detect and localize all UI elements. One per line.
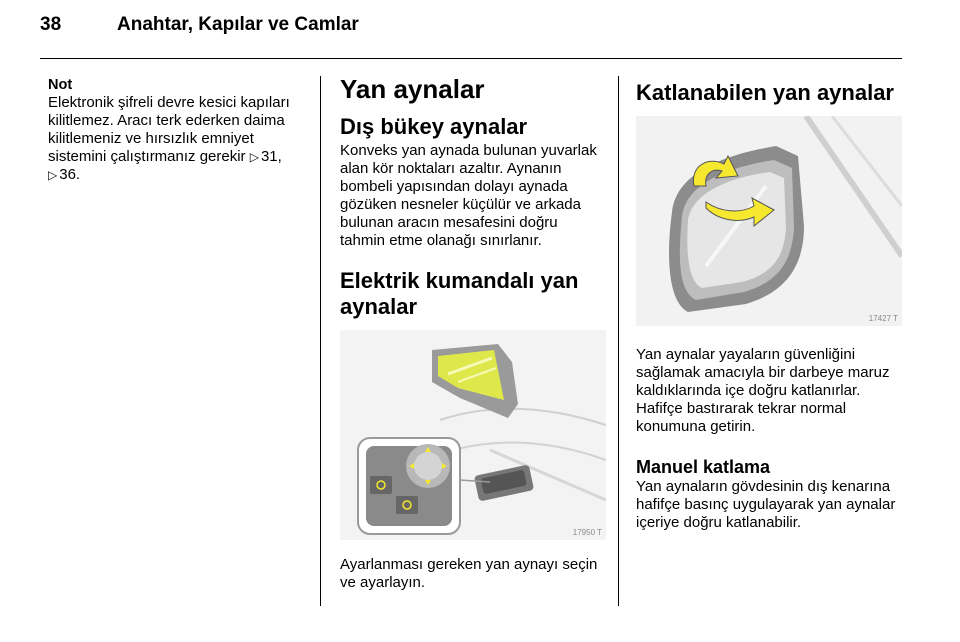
column-divider-1 (320, 76, 321, 606)
section-title-side-mirrors: Yan aynalar (340, 74, 485, 104)
column-divider-2 (618, 76, 619, 606)
mirror-switch-illustration (340, 330, 606, 540)
right-arrow-outline-icon: ▷ (249, 150, 259, 164)
reference-page-1: 31, (260, 148, 282, 165)
heading-manual-folding: Manuel katlama (636, 457, 771, 477)
convex-mirror-text: Konveks yan aynada bulunan yuvarlak alan kör noktaları azaltır. Aynanın bombeli yapısından dolayı aynada gözüken nesneler küçülür ve arkada bulunan aracın mesafesini doğru tahmin etme olanağı sınırlanır. (340, 142, 597, 249)
figure-code: 17427 T (868, 314, 898, 323)
heading-convex-mirrors: Dış bükey aynalar (340, 114, 528, 139)
figure-caption: Ayarlanması gereken yan aynayı seçin ve ayarlayın. (340, 556, 598, 591)
reference-link-2[interactable] (48, 166, 80, 183)
running-title: Anahtar, Kapılar ve Camlar (117, 14, 359, 35)
section-title-folding-mirrors: Katlanabilen yan aynalar (636, 80, 894, 105)
note-body: Elektronik şifreli devre kesici kapıları kilitlemez. Aracı terk ederken daima kilitlemeniz ve hırsızlık emniyet sistemini çalıştırmanız gerekir (48, 94, 290, 165)
page-number: 38 (40, 14, 62, 35)
manual-folding-text: Yan aynaların gövdesinin dış kenarına hafifçe basınç uygulayarak yan aynalar içeriye doğru katlanabilir. (636, 478, 896, 531)
folding-mirror-illustration (636, 116, 902, 326)
column-folding-mirrors (636, 66, 904, 532)
column-note (48, 66, 310, 184)
figure-folding-mirror (636, 116, 902, 326)
note-text (48, 94, 310, 184)
reference-page-2: 36. (59, 166, 81, 183)
folding-mirror-text: Yan aynalar yayaların güvenliğini sağlamak amacıyla bir darbeye maruz kaldıklarında içe doğru katlanırlar. Hafifçe bastırarak tekrar normal konumuna getirin. (636, 346, 890, 435)
right-arrow-outline-icon: ▷ (48, 168, 58, 182)
header-rule (40, 58, 902, 59)
column-side-mirrors (340, 66, 606, 592)
note-label: Not (48, 77, 73, 93)
figure-code: 17950 T (572, 528, 602, 537)
figure-mirror-switch (340, 330, 606, 540)
heading-electric-mirrors: Elektrik kumandalı yan aynalar (340, 268, 579, 319)
reference-link-1[interactable] (250, 148, 282, 165)
